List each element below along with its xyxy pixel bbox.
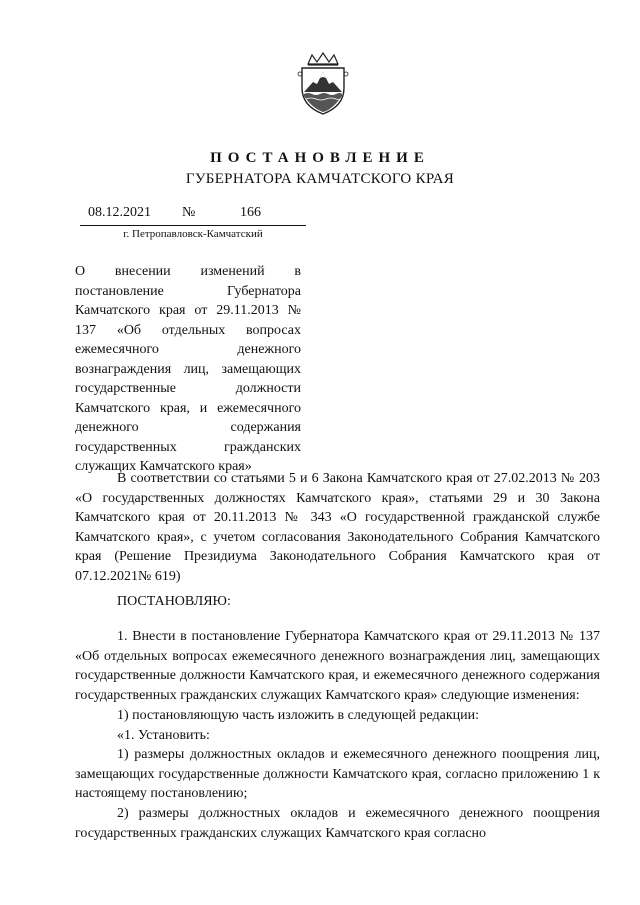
quoted-item-1-paragraph: «1. Установить: xyxy=(117,728,210,743)
document-subject: О внесении изменений в постановление Губернатора Камчатского края от 29.11.2013 № 137 «Об отдельных вопросах ежемесячного денежного вознаграждения лиц, замещающих государственные должности Камчатского края, и ежемесячного денежного содержания государственных гражданских служащих Камчатского края» xyxy=(75,264,301,474)
registration-line xyxy=(80,205,306,226)
document-city: г. Петропавловск-Камчатский xyxy=(123,228,263,240)
quoted-subitem-1-paragraph: 1) размеры должностных окладов и ежемесячного денежного поощрения лиц, замещающих государственные должности Камчатского края, согласно приложению 1 к настоящему постановлению; xyxy=(75,747,600,801)
number-label: № xyxy=(182,205,196,220)
legal-basis-paragraph: В соответствии со статьями 5 и 6 Закона Камчатского края от 27.02.2013 № 203 «О государственных должностях Камчатского края», статьями 29 и 30 Закона Камчатского края от 20.11.2013 № 343 «О государственной гражданской службе Камчатского края», с учетом согласования Законодательного Собрания Камчатского края (Решение Президиума Законодательного Собрания Камчатского края от 07.12.2021№ 619) xyxy=(75,471,600,584)
quoted-subitem-2-paragraph: 2) размеры должностных окладов и ежемесячного денежного поощрения государственных гражданских служащих Камчатского края согласно xyxy=(75,806,600,841)
issuer-title: ГУБЕРНАТОРА КАМЧАТСКОГО КРАЯ xyxy=(185,171,455,187)
document-date: 08.12.2021 xyxy=(88,205,151,220)
document-number: 166 xyxy=(240,205,261,220)
document-title: ПОСТАНОВЛЕНИЕ xyxy=(210,150,430,166)
kamchatka-coat-of-arms-icon xyxy=(296,52,350,116)
resolve-heading: ПОСТАНОВЛЯЮ: xyxy=(117,594,231,609)
item-1-paragraph: 1. Внести в постановление Губернатора Камчатского края от 29.11.2013 № 137 «Об отдельных вопросах ежемесячного денежного вознаграждения лиц, замещающих государственные должности Камчатского края, и ежемесячного денежного содержания государственных гражданских служащих Камчатского края» следующие изменения: xyxy=(75,629,600,703)
subitem-1-paragraph: 1) постановляющую часть изложить в следующей редакции: xyxy=(117,708,480,723)
